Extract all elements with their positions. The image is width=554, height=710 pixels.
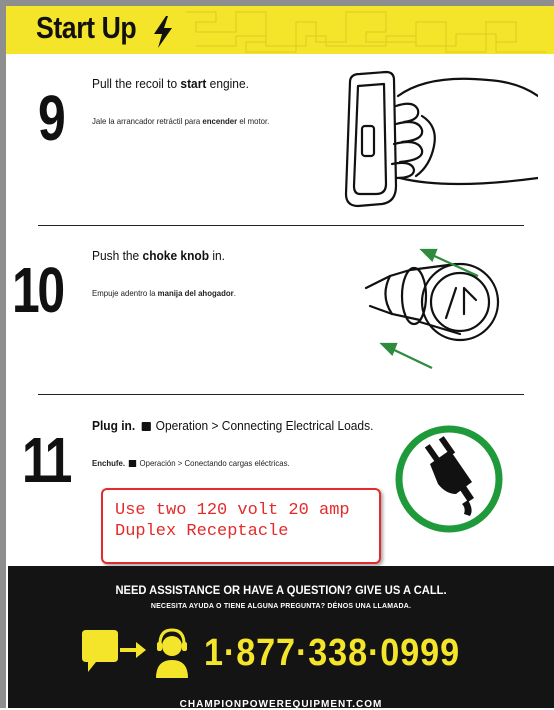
assistance-heading: NEED ASSISTANCE OR HAVE A QUESTION? GIVE US A CALL. [115, 583, 447, 597]
step-subtitle-es: Empuje adentro la manija del ahogador. [92, 288, 236, 298]
manual-book-icon [129, 460, 136, 467]
lightning-bolt-icon [152, 16, 174, 48]
step-title: Push the choke knob in. [92, 248, 225, 263]
step-subtitle-es: Jale la arrancador retráctil para encender el motor. [92, 116, 270, 126]
step-9 [8, 60, 554, 225]
contact-footer [8, 566, 554, 708]
choke-knob-illustration [360, 240, 506, 382]
page-border [0, 0, 6, 708]
section-divider [38, 394, 524, 395]
step-number: 10 [12, 254, 63, 326]
step-10 [8, 232, 554, 394]
recoil-pull-illustration [338, 66, 538, 212]
section-divider [38, 225, 524, 226]
assistance-heading-es: NECESITA AYUDA O TIENE ALGUNA PREGUNTA? DÉNOS UNA LLAMADA. [150, 603, 412, 610]
annotation-callout [101, 488, 381, 564]
page-title: Start Up [36, 10, 137, 45]
customer-support-icon [80, 628, 204, 682]
plug-icon [394, 424, 504, 534]
step-title: Plug in. Operation > Connecting Electrical Loads. [92, 418, 374, 433]
callout-text: Use two 120 volt 20 amp Duplex Receptacle [115, 501, 350, 541]
step-title: Pull the recoil to start engine. [92, 76, 249, 91]
manual-book-icon [141, 422, 150, 431]
step-number: 11 [22, 424, 71, 496]
header-banner [6, 6, 554, 54]
step-subtitle-es: Enchufe. Operación > Conectando cargas eléctricas. [92, 458, 290, 468]
website-link[interactable]: CHAMPIONPOWEREQUIPMENT.COM [179, 699, 383, 710]
step-number: 9 [38, 82, 64, 154]
phone-number[interactable]: 1·877·338·0999 [204, 632, 460, 674]
